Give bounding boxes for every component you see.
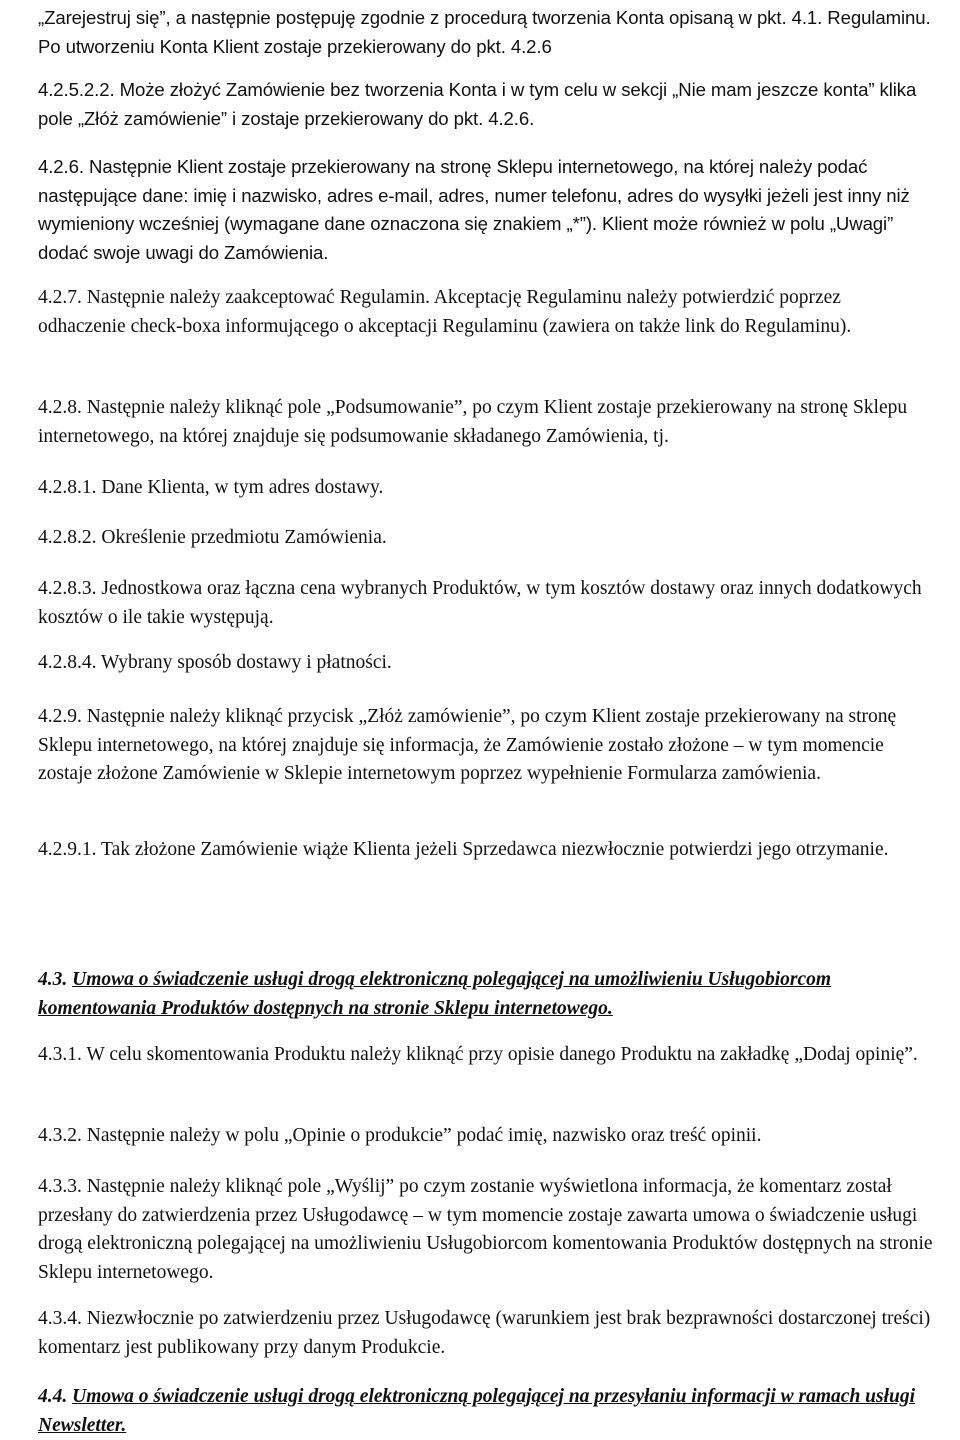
section-heading-4-3	[38, 966, 933, 1023]
paragraph-4-3-1: 4.3.1. W celu skomentowania Produktu należy kliknąć przy opisie danego Produktu na zakładkę „Dodaj opinię”.	[38, 1044, 918, 1065]
section-number: 4.4.	[38, 1386, 68, 1407]
section-number: 4.3.	[38, 969, 68, 990]
paragraph-4-2-7: 4.2.7. Następnie należy zaakceptować Regulamin. Akceptację Regulaminu należy potwierdzić poprzez odhaczenie check-boxa informującego o akceptacji Regulaminu (zawiera on także link do Regulaminu).	[38, 287, 852, 337]
paragraph-registration-option: „Zarejestruj się”, a następnie postępuję zgodnie z procedurą tworzenia Konta opisaną w pkt. 4.1. Regulaminu. Po utworzeniu Konta Klient zostaje przekierowany do pkt. 4.2.6	[38, 7, 931, 57]
paragraph-4-3-4: 4.3.4. Niezwłocznie po zatwierdzeniu przez Usługodawcę (warunkiem jest brak bezprawności dostarczonej treści) komentarz jest publikowany przy danym Produkcie.	[38, 1308, 931, 1358]
paragraph-4-2-8-4: 4.2.8.4. Wybrany sposób dostawy i płatności.	[38, 652, 392, 673]
paragraph-4-2-5-2-2: 4.2.5.2.2. Może złożyć Zamówienie bez tworzenia Konta i w tym celu w sekcji „Nie mam jeszcze konta” klika pole „Złóż zamówienie” i zostaje przekierowany do pkt. 4.2.6.	[38, 79, 917, 129]
paragraph-4-2-9-1: 4.2.9.1. Tak złożone Zamówienie wiąże Klienta jeżeli Sprzedawca niezwłocznie potwierdzi jego otrzymanie.	[38, 839, 889, 860]
paragraph-4-2-8: 4.2.8. Następnie należy kliknąć pole „Podsumowanie”, po czym Klient zostaje przekierowany na stronę Sklepu internetowego, na której znajduje się podsumowanie składanego Zamówienia, tj.	[38, 397, 908, 447]
paragraph-4-3-3: 4.3.3. Następnie należy kliknąć pole „Wyślij” po czym zostanie wyświetlona informacja, że komentarz został przesłany do zatwierdzenia przez Usługodawcę – w tym momencie zostaje zawarta umowa o świadczenie usługi drogą elektroniczną polegającej na umożliwieniu Usługobiorcom komentowania Produktów dostępnych na stronie Sklepu internetowego.	[38, 1176, 933, 1283]
paragraph-4-2-8-3: 4.2.8.3. Jednostkowa oraz łączna cena wybranych Produktów, w tym kosztów dostawy oraz innych dodatkowych kosztów o ile takie występują.	[38, 578, 922, 628]
paragraph-4-2-8-1: 4.2.8.1. Dane Klienta, w tym adres dostawy.	[38, 477, 384, 498]
section-title: Umowa o świadczenie usługi drogą elektroniczną polegającej na umożliwieniu Usługobiorcom komentowania Produktów dostępnych na stronie Sklepu internetowego.	[38, 969, 832, 1019]
paragraph-4-2-8-2: 4.2.8.2. Określenie przedmiotu Zamówienia.	[38, 527, 387, 548]
paragraph-4-2-9: 4.2.9. Następnie należy kliknąć przycisk „Złóż zamówienie”, po czym Klient zostaje przekierowany na stronę Sklepu internetowego, na której znajduje się informacja, że Zamówienie zostało złożone – w tym momencie zostaje złożone Zamówienie w Sklepie internetowym poprzez wypełnienie Formularza zamówienia.	[38, 706, 897, 784]
paragraph-4-3-2: 4.3.2. Następnie należy w polu „Opinie o produkcie” podać imię, nazwisko oraz treść opinii.	[38, 1125, 762, 1146]
paragraph-4-2-6: 4.2.6. Następnie Klient zostaje przekierowany na stronę Sklepu internetowego, na której należy podać następujące dane: imię i nazwisko, adres e-mail, adres, numer telefonu, adres do wysyłki jeżeli jest inny niż wymieniony wcześniej (wymagane dane oznaczona się znakiem „*”). Klient może również w polu „Uwagi” dodać swoje uwagi do Zamówienia.	[38, 156, 910, 263]
section-title: Umowa o świadczenie usługi drogą elektroniczną polegającej na przesyłaniu informacji w ramach usługi Newsletter.	[38, 1386, 916, 1436]
section-heading-4-4	[38, 1383, 933, 1440]
